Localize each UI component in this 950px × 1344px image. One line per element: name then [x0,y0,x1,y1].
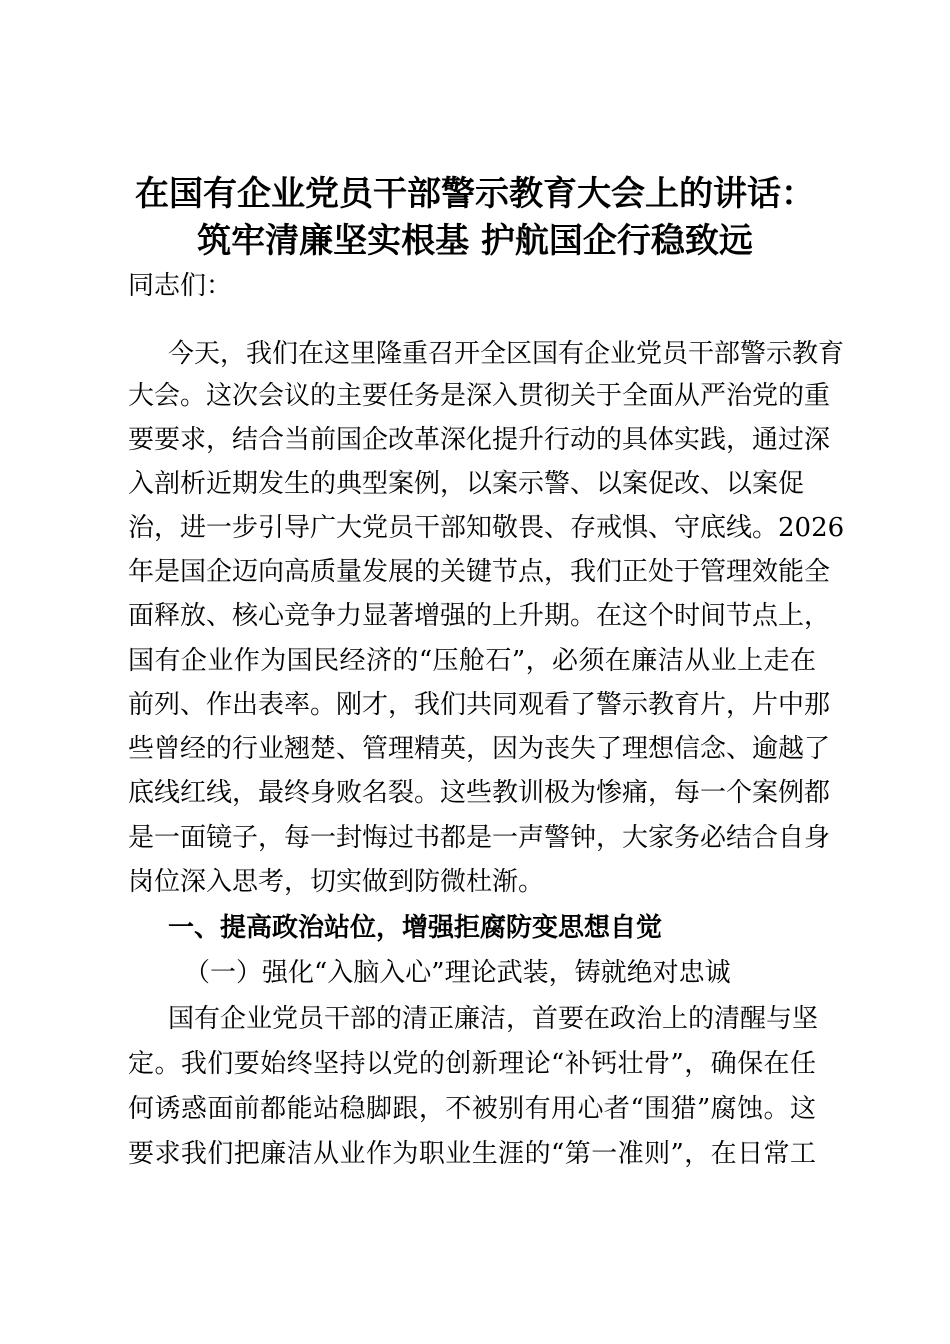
paragraph-line: 何诱惑面前都能站稳脚跟，不被别有用心者“围猎”腐蚀。这 [128,1094,816,1124]
paragraph-line: 前列、作出表率。刚才，我们共同观看了警示教育片，片中那 [128,690,831,720]
paragraph-line: 岗位深入思考，切实做到防微杜渐。 [128,867,545,897]
paragraph-line: 要求我们把廉洁从业作为职业生涯的“第一准则”，在日常工 [128,1139,816,1169]
subsection-heading: （一）强化“入脑入心”理论武装，铸就绝对忠诚 [184,958,731,988]
paragraph-line: 些曾经的行业翘楚、管理精英，因为丧失了理想信念、逾越了 [128,734,831,764]
document-title-line-1: 在国有企业党员干部警示教育大会上的讲话： [135,174,815,214]
paragraph-line: 大会。这次会议的主要任务是深入贯彻关于全面从严治党的重 [128,381,831,411]
paragraph-line: 是一面镜子，每一封悔过书都是一声警钟，大家务必结合自身 [128,823,831,853]
document-title-line-2: 筑牢清廉坚实根基 护航国企行稳致远 [197,221,753,261]
paragraph-line: 定。我们要始终坚持以党的创新理论“补钙壮骨”，确保在任 [128,1049,816,1079]
paragraph-line: 治，进一步引导广大党员干部知敬畏、存戒惧、守底线。2026 [128,513,845,543]
paragraph-line: 今天，我们在这里隆重召开全区国有企业党员干部警示教育 [168,339,845,369]
paragraph-line: 面释放、核心竞争力显著增强的上升期。在这个时间节点上， [128,601,831,631]
section-heading: 一、提高政治站位，增强拒腐防变思想自觉 [168,913,663,943]
paragraph-line: 要要求，结合当前国企改革深化提升行动的具体实践，通过深 [128,425,831,455]
paragraph-line: 底线红线，最终身败名裂。这些教训极为惨痛，每一个案例都 [128,778,831,808]
paragraph-line: 国有企业党员干部的清正廉洁，首要在政治上的清醒与坚 [168,1004,819,1034]
paragraph-line: 国有企业作为国民经济的“压舱石”，必须在廉洁从业上走在 [128,646,816,676]
salutation: 同志们： [128,271,233,301]
paragraph-line: 入剖析近期发生的典型案例，以案示警、以案促改、以案促 [128,469,805,499]
paragraph-line: 年是国企迈向高质量发展的关键节点，我们正处于管理效能全 [128,557,831,587]
